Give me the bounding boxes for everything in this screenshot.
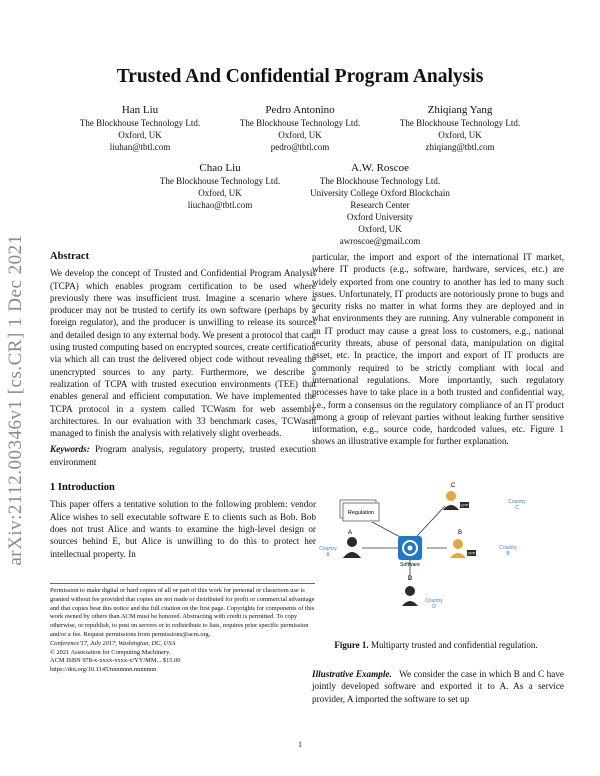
author-location: Oxford, UK: [118, 130, 162, 140]
author-location: Oxford, UK: [358, 224, 402, 234]
author-block: [365, 103, 555, 153]
copyright-line: © 2021 Association for Computing Machinery.: [50, 648, 171, 656]
country-b-label-1: Country: [499, 545, 517, 551]
person-a-icon: [343, 530, 361, 558]
country-d-label-2: D: [432, 604, 436, 610]
isbn-line: ACM ISBN 978-x-xxxx-xxxx-x/YY/MM... $15.00: [50, 657, 181, 665]
right-column-paragraph: particular, the import and export of the international IT market, where IT products (e.g., software, hardware, services, etc.) are widely exported from one country to another has led to many such issues. Unfortunately, IT products are notoriously prone to bugs and security risks no matter in what forms they are deployed and in what environments they are running. Any vulnerable component in an IT product may cause a great loss to customers, e.g., national security threats, abuse of personal data, manipulation on digital asset, etc. In practice, the import and export of IT products are commonly required to be strictly compliant with local and international regulations. More importantly, such regulatory processes have to take place in a both trusted and confidential way, i.e., form a consensus on the regulatory compliance of an IT product among a group of relevant parties without leaking further sensitive information, e.g., source code, hardcoded values, etc. Figure 1 shows an illustrative example for further explanation.: [312, 252, 564, 447]
person-c-icon: [443, 483, 469, 510]
arrow-c-software: [417, 506, 445, 536]
party-b-label: B: [457, 530, 463, 536]
party-d-label: D: [407, 576, 413, 582]
intro-text: This paper offers a tentative solution to the following problem: vendor Alice wishes to sell executable software E to clients such as Bob. Bob does not trust Alice and wants to examine the high-level design or sources behind E, but Alice is unwilling to do this to protect her intellectual property. In: [50, 499, 316, 559]
abstract-text: We develop the concept of Trusted and Confidential Program Analysis (TCPA) which enables program certification to be used where previously there was insufficient trust. Imagine a scenario where a producer may not be trusted to certify its own software (perhaps by a foreign regulator), and the producer is unwilling to release its sources and detailed design to any external body. We present a protocol that can, using trusted computing based on encrypted sources, create certification via which all can trust the delivered object code without revealing the unencrypted sources to any party. Furthermore, we describe a realization of TCPA with trusted execution environments (TEE) that enables general and efficient computation. We have implemented the TCPA protocol in a system called TCWasm for web assembly architectures. In our evaluation with 33 benchmark cases, TCWasm managed to finish the analysis with relatively slight overheads.: [50, 268, 316, 439]
software-label: Software: [400, 562, 420, 568]
arxiv-watermark: arXiv:2112.00346v1 [cs.CR] 1 Dec 2021: [5, 234, 26, 566]
cpp-label-b: CPP: [467, 551, 476, 556]
author-block: [285, 161, 475, 247]
example-label: Illustrative Example.: [312, 669, 392, 679]
author-location: Oxford, UK: [438, 130, 482, 140]
author-name: Han Liu: [121, 104, 159, 116]
example-text: We consider the case in which B and C have jointly developed software and exported it to A. As a service provider, A imported the software to set up: [312, 669, 564, 704]
permission-text: Permission to make digital or hard copies of all or part of this work for personal or classroom use is granted without fee provided that copies are not made or distributed for profit or commercial advantage and that copies bear this notice and the full citation on the first page. Copyrights for components of this work owned by others than ACM must be honored. Abstracting with credit is permitted. To copy otherwise, or republish, to post on servers or to redistribute to lists, requires prior specific permission and/or a fee. Request permissions from permissions@acm.org.: [50, 587, 315, 638]
arrow-regulation-software: [372, 522, 402, 538]
country-b-label-2: B: [506, 551, 510, 557]
author-affiliation: University College Oxford Blockchain: [310, 188, 450, 198]
figure-1: [310, 478, 560, 618]
country-c-label-2: C: [515, 505, 519, 511]
left-column: [50, 251, 316, 560]
keywords: [50, 443, 316, 468]
conference-line: Conference'17, July 2017, Washington, DC, USA: [50, 639, 176, 647]
illustrative-example: [312, 668, 564, 705]
author-email[interactable]: liuchao@tbtl.com: [187, 200, 253, 210]
regulation-document: [340, 500, 379, 521]
doi-link[interactable]: https://doi.org/10.1145/nnnnnnn.nnnnnnn: [50, 666, 157, 674]
keywords-label: Keywords:: [50, 444, 90, 455]
author-email[interactable]: liuhan@tbtl.com: [109, 142, 171, 152]
author-affiliation: The Blockhouse Technology Ltd.: [239, 118, 361, 128]
author-affiliation: The Blockhouse Technology Ltd.: [399, 118, 521, 128]
footnote-rule: [50, 583, 315, 584]
abstract-heading: Abstract: [50, 251, 90, 262]
intro-heading: 1 Introduction: [50, 482, 115, 494]
author-email[interactable]: pedro@tbtl.com: [270, 142, 330, 152]
country-a-label-2: A: [326, 552, 330, 558]
author-location: Oxford, UK: [198, 188, 242, 198]
caption-text: Multiparty trusted and confidential regulation.: [370, 640, 538, 650]
author-affiliation: Oxford University: [346, 212, 414, 222]
country-c-label-1: Country: [508, 499, 526, 505]
author-name: Pedro Antonino: [265, 104, 335, 116]
figure-caption: [310, 640, 562, 650]
paper-title: Trusted And Confidential Program Analysis: [116, 66, 484, 87]
author-email[interactable]: zhiqiang@tbtl.com: [425, 142, 495, 152]
regulation-label: Regulation: [347, 510, 375, 516]
author-location: Oxford, UK: [278, 130, 322, 140]
country-d-label-1: Country: [425, 598, 443, 604]
keywords-text: Program analysis, regulatory property, trusted execution environment: [50, 444, 317, 467]
person-d-icon: [402, 576, 418, 606]
cpp-label-c: CPP: [460, 503, 469, 508]
author-affiliation: The Blockhouse Technology Ltd.: [319, 176, 441, 186]
page-number: 1: [298, 740, 302, 749]
person-b-icon: [450, 530, 476, 558]
right-column-text: [312, 251, 564, 448]
caption-label: Figure 1.: [334, 640, 369, 650]
author-affiliation: Research Center: [350, 200, 410, 210]
country-a-label-1: Country: [319, 546, 337, 552]
party-a-label: A: [347, 530, 353, 536]
author-name: Chao Liu: [199, 162, 241, 174]
author-name: A.W. Roscoe: [351, 162, 409, 174]
author-affiliation: The Blockhouse Technology Ltd.: [159, 176, 281, 186]
software-gear-icon: [398, 536, 422, 568]
author-name: Zhiqiang Yang: [427, 104, 493, 116]
copyright-footnote: [50, 583, 315, 675]
party-c-label: C: [450, 483, 456, 489]
author-affiliation: The Blockhouse Technology Ltd.: [79, 118, 201, 128]
author-email[interactable]: awroscoe@gmail.com: [339, 236, 421, 246]
